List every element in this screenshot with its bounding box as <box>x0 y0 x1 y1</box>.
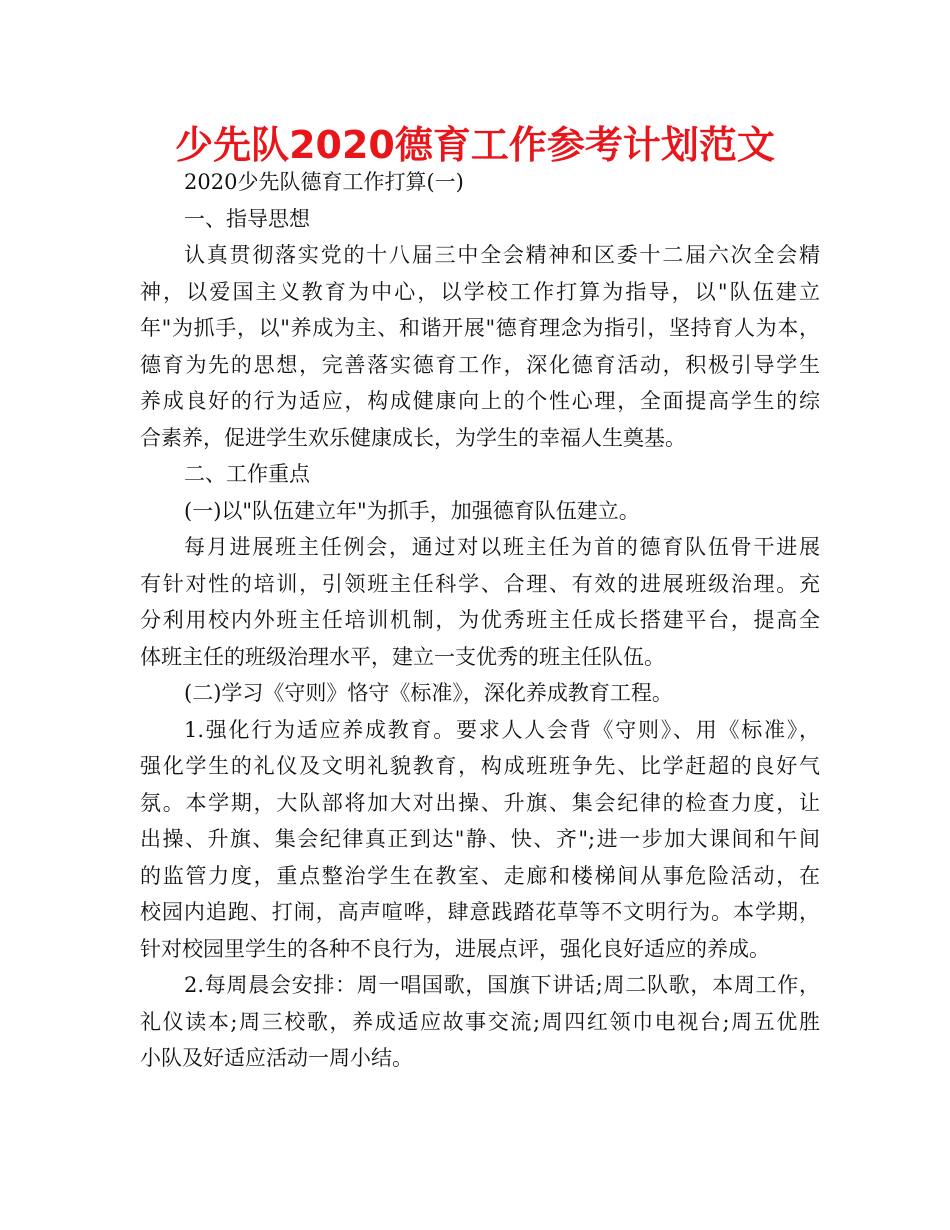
text-line: 校园内追跑、打闹，高声喧哗，肆意践踏花草等不文明行为。本学期， <box>140 900 820 924</box>
text-line: 一、指导思想 <box>184 206 310 231</box>
document-title: 少先队2020德育工作参考计划范文 <box>175 123 775 167</box>
text-line: 分利用校内外班主任培训机制，为优秀班主任成长搭建平台，提高全 <box>140 608 820 632</box>
text-line: 针对校园里学生的各种不良行为，进展点评，强化良好适应的养成。 <box>140 936 770 961</box>
text-line: 强化学生的礼仪及文明礼貌教育，构成班班争先、比学赶超的良好气 <box>140 754 820 778</box>
text-line: 体班主任的班级治理水平，建立一支优秀的班主任队伍。 <box>140 644 665 669</box>
text-line: (二)学习《守则》恪守《标准》，深化养成教育工程。 <box>184 681 673 705</box>
text-line: 的监管力度，重点整治学生在教室、走廊和楼梯间从事危险活动，在 <box>140 863 820 888</box>
text-line: 神，以爱国主义教育为中心，以学校工作打算为指导，以"队伍建立 <box>140 279 820 304</box>
text-line: 1.强化行为适应养成教育。要求人人会背《守则》、用《标准》， <box>184 717 820 742</box>
text-line: 小队及好适应活动一周小结。 <box>140 1046 413 1070</box>
text-line: 二、工作重点 <box>184 462 310 486</box>
text-line: 年"为抓手，以"养成为主、和谐开展"德育理念为指引，坚持育人为本， <box>140 316 820 340</box>
text-line: 2.每周晨会安排：周一唱国歌，国旗下讲话;周二队歌，本周工作， <box>184 973 820 997</box>
text-line: 礼仪读本;周三校歌，养成适应故事交流;周四红领巾电视台;周五优胜 <box>140 1009 820 1034</box>
text-line: 出操、升旗、集会纪律真正到达"静、快、齐";进一步加大课间和午间 <box>140 827 820 851</box>
text-line: 2020少先队德育工作打算(一) <box>184 170 464 194</box>
text-line: (一)以"队伍建立年"为抓手，加强德育队伍建立。 <box>184 498 640 523</box>
text-line: 合素养，促进学生欢乐健康成长，为学生的幸福人生奠基。 <box>140 425 686 450</box>
text-line: 氛。本学期，大队部将加大对出操、升旗、集会纪律的检查力度，让 <box>140 790 820 815</box>
text-line: 每月进展班主任例会，通过对以班主任为首的德育队伍骨干进展 <box>184 535 820 559</box>
document-body <box>140 164 820 1077</box>
text-line: 养成良好的行为适应，构成健康向上的个性心理，全面提高学生的综 <box>140 389 820 413</box>
text-line: 德育为先的思想，完善落实德育工作，深化德育活动，积极引导学生 <box>140 352 820 377</box>
text-line: 认真贯彻落实党的十八届三中全会精神和区委十二届六次全会精 <box>184 243 820 267</box>
text-line: 有针对性的培训，引领班主任科学、合理、有效的进展班级治理。充 <box>140 571 820 596</box>
